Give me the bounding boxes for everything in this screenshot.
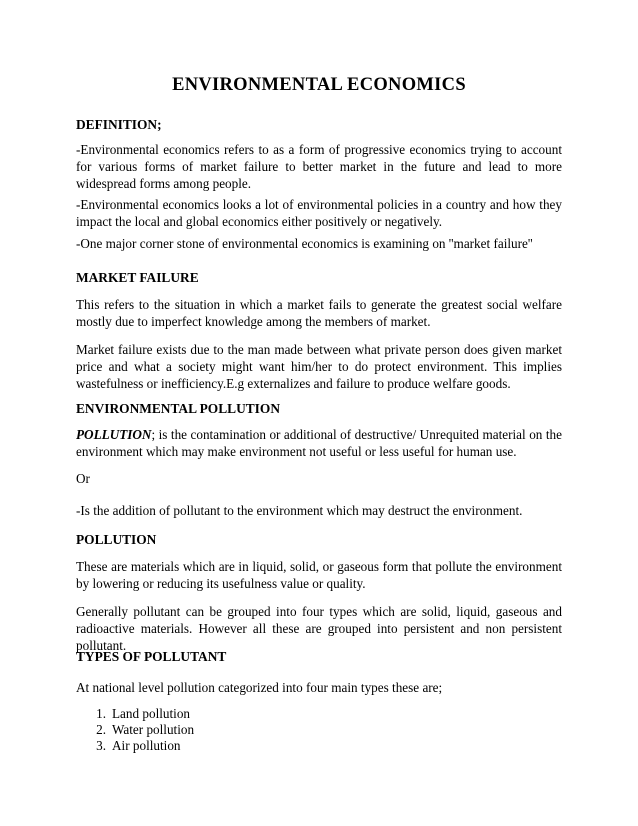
pollutant-types-list: [76, 706, 562, 754]
definition-paragraph-2: -Environmental economics looks a lot of environmental policies in a country and how they impact the local and global economics either positively or negatively.: [76, 197, 562, 229]
definition-paragraph-3: -One major corner stone of environmental economics is examining on ''market failure'': [76, 236, 533, 251]
list-item: 3. Air pollution: [96, 738, 181, 753]
heading-environmental-pollution: ENVIRONMENTAL POLLUTION: [76, 401, 280, 416]
pollution-definition-text: ; is the contamination or additional of destructive/ Unrequited material on the environment which may make environment not useful or less useful for human use.: [76, 427, 562, 459]
page-title: ENVIRONMENTAL ECONOMICS: [172, 75, 466, 95]
types-intro-paragraph: At national level pollution categorized into four main types these are;: [76, 680, 443, 695]
list-item: 2. Water pollution: [96, 722, 195, 737]
pollution-paragraph-1: These are materials which are in liquid, solid, or gaseous form that pollute the environment by lowering or reducing its usefulness value or quality.: [76, 559, 562, 591]
heading-definition: DEFINITION;: [76, 117, 162, 132]
heading-market-failure: MARKET FAILURE: [76, 270, 199, 285]
market-failure-paragraph-1: This refers to the situation in which a market fails to generate the greatest social welfare mostly due to imperfect knowledge among the members of market.: [76, 297, 562, 329]
heading-types-of-pollutant: TYPES OF POLLUTANT: [76, 649, 227, 664]
pollution-alt-definition: -Is the addition of pollutant to the environment which may destruct the environment.: [76, 503, 523, 518]
list-item: 1. Land pollution: [96, 706, 191, 721]
heading-pollution: POLLUTION: [76, 532, 157, 547]
market-failure-paragraph-2: Market failure exists due to the man made between what private person does given market price and what a society might want him/her to do protect environment. This implies wastefulness or inefficiency.E.g externalizes and failure to produce welfare goods.: [76, 342, 562, 391]
or-text: Or: [76, 471, 90, 486]
pollution-term: POLLUTION: [76, 427, 152, 442]
pollution-paragraph-2: Generally pollutant can be grouped into four types which are solid, liquid, gaseous and radioactive materials. However all these are grouped into persistent and non persistent pollutant.: [76, 604, 562, 653]
pollution-definition-paragraph: [76, 426, 562, 460]
definition-paragraph-1: -Environmental economics refers to as a form of progressive economics trying to account for various forms of market failure to better market in the future and lead to more widespread forms among people.: [76, 142, 562, 191]
